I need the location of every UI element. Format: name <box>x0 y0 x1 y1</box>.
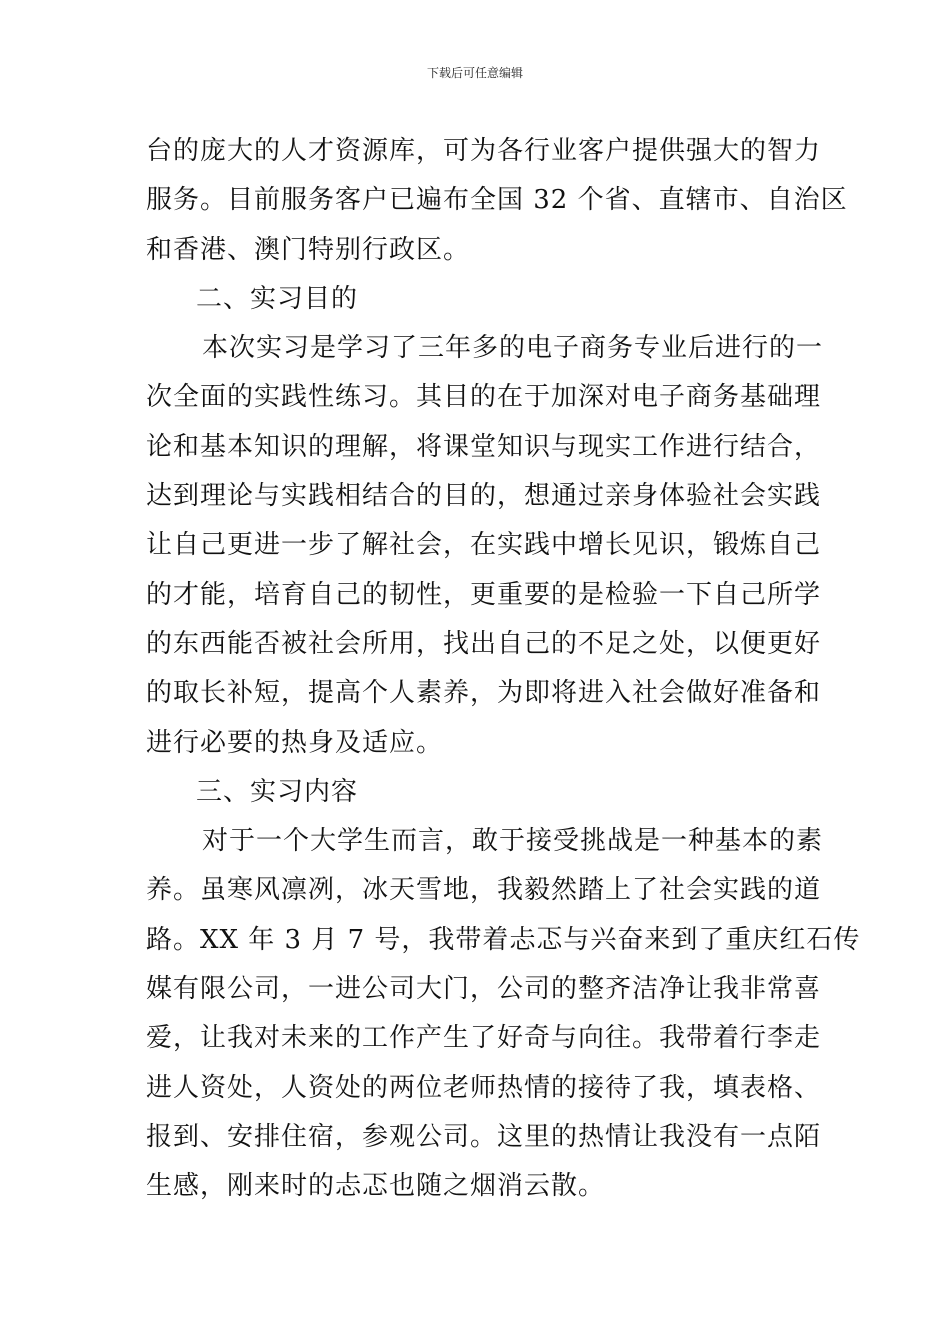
text-line: 达到理论与实践相结合的目的，想通过亲身体验社会实践 <box>146 481 822 512</box>
text-line: 媒有限公司，一进公司大门，公司的整齐洁净让我非常喜 <box>146 974 822 1005</box>
text-line: 对于一个大学生而言，敢于接受挑战是一种基本的素 <box>202 826 824 857</box>
text-line: 路。XX 年 3 月 7 号，我带着忐忑与兴奋来到了重庆红石传 <box>146 924 861 955</box>
text-line: 的东西能否被社会所用，找出自己的不足之处，以便更好 <box>146 628 822 659</box>
text-line: 养。虽寒风凛冽，冰天雪地，我毅然踏上了社会实践的道 <box>146 875 822 906</box>
text-line: 本次实习是学习了三年多的电子商务专业后进行的一 <box>202 333 824 364</box>
section-heading-purpose: 二、实习目的 <box>196 283 359 314</box>
text-line: 论和基本知识的理解，将课堂知识与现实工作进行结合， <box>146 431 822 462</box>
section-heading-content: 三、实习内容 <box>196 776 359 807</box>
text-line: 的才能，培育自己的韧性，更重要的是检验一下自己所学 <box>146 579 822 610</box>
text-line: 报到、安排住宿，参观公司。这里的热情让我没有一点陌 <box>146 1121 822 1152</box>
text-line: 次全面的实践性练习。其目的在于加深对电子商务基础理 <box>146 382 822 413</box>
text-line: 服务。目前服务客户已遍布全国 32 个省、直辖市、自治区 <box>146 185 848 216</box>
document-body <box>146 127 861 1212</box>
text-line: 台的庞大的人才资源库，可为各行业客户提供强大的智力 <box>146 136 822 166</box>
text-line: 的取长补短，提高个人素养，为即将进入社会做好准备和 <box>146 678 822 709</box>
text-line: 让自己更进一步了解社会，在实践中增长见识，锻炼自己 <box>146 530 822 561</box>
text-line: 进行必要的热身及适应。 <box>146 727 444 758</box>
text-line: 生感，刚来时的忐忑也随之烟消云散。 <box>146 1171 606 1202</box>
text-line: 爱，让我对未来的工作产生了好奇与向往。我带着行李走 <box>146 1023 822 1054</box>
text-line: 和香港、澳门特别行政区。 <box>146 234 471 265</box>
page-header: 下载后可任意编辑 <box>426 66 523 80</box>
text-line: 进人资处，人资处的两位老师热情的接待了我，填表格、 <box>146 1072 822 1103</box>
